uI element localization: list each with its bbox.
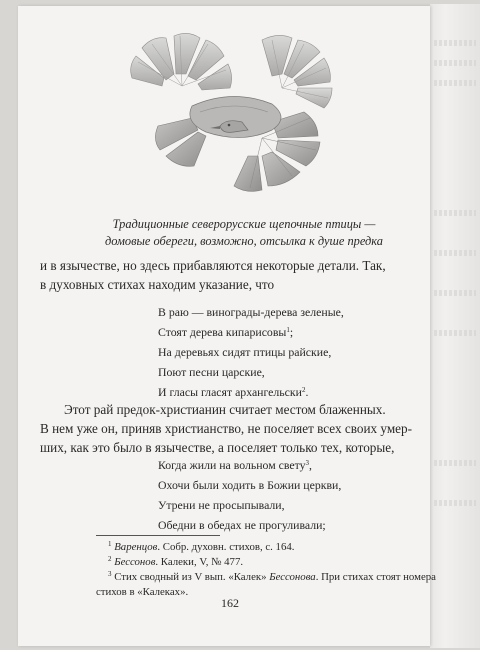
footnotes: [96, 540, 436, 600]
footnote-3: $^3$ Стих сводный из V вып. «Калек» Бессонова. При стихах стоят номера: [108, 570, 436, 583]
verse-line: В раю — винограды-дерева зеленые,: [158, 305, 344, 319]
verse-quote-1: [158, 302, 408, 402]
facing-page-edge: [430, 4, 480, 648]
verse-line: На деревьях сидят птицы райские,: [158, 345, 332, 359]
page-number: 162: [221, 596, 239, 610]
paragraph-line: в духовных стихах находим указание, что: [40, 277, 275, 292]
facing-page-text-line: [434, 290, 476, 296]
caption-line: Традиционные северорусские щепочные птицы —: [112, 217, 376, 231]
footnote-3-continued: стихов в «Калеках».: [96, 586, 189, 598]
facing-page-text-line: [434, 210, 476, 216]
paragraph-line: и в язычестве, но здесь прибавляются некоторые детали. Так,: [40, 258, 386, 273]
paragraph-2: [40, 400, 412, 457]
footnote-divider: [96, 535, 220, 536]
verse-line: Охочи были ходить в Божии церкви,: [158, 478, 342, 492]
verse-line: Утрени не просыпывали,: [158, 498, 285, 512]
facing-page-text-line: [434, 40, 476, 46]
paragraph-line: В нем уже он, приняв христианство, не поселяет всех своих умер-: [40, 421, 413, 436]
figure-caption: [80, 216, 408, 250]
footnote-1: $^1$ Варенцов. Собр. духовн. стихов, с. 164.: [108, 540, 295, 553]
facing-page-text-line: [434, 250, 476, 256]
paragraph-line: Этот рай предок-христианин считает местом блаженных.: [64, 402, 386, 417]
verse-line: Стоят дерева кипарисовы$^1$;: [158, 325, 294, 339]
footnote-ref[interactable]: 3: [305, 459, 310, 467]
verse-line: Поют песни царские,: [158, 365, 265, 379]
verse-line: И гласы гласят архангельски$^2$.: [158, 385, 309, 399]
facing-page-text-line: [434, 500, 476, 506]
facing-page-text-line: [434, 80, 476, 86]
paragraph-line: ших, как это было в язычестве, а поселяет только тех, которые,: [40, 440, 395, 455]
footnote-2: $^2$ Бессонов. Калеки, V, № 477.: [108, 555, 244, 568]
facing-page-text-line: [434, 60, 476, 66]
paragraph-1: [40, 256, 412, 294]
footnote-ref[interactable]: 1: [286, 326, 290, 334]
facing-page-text-line: [434, 460, 476, 466]
footnote-ref[interactable]: 2: [301, 386, 306, 394]
caption-line: домовые обереги, возможно, отсылка к душе предка: [105, 234, 383, 248]
verse-quote-2: [158, 455, 408, 535]
carved-wooden-bird-illustration: [122, 26, 370, 196]
verse-line: Когда жили на вольном свету$^3$,: [158, 458, 312, 472]
verse-line: Обедни в обедах не прогуливали;: [158, 518, 326, 532]
facing-page-text-line: [434, 330, 476, 336]
